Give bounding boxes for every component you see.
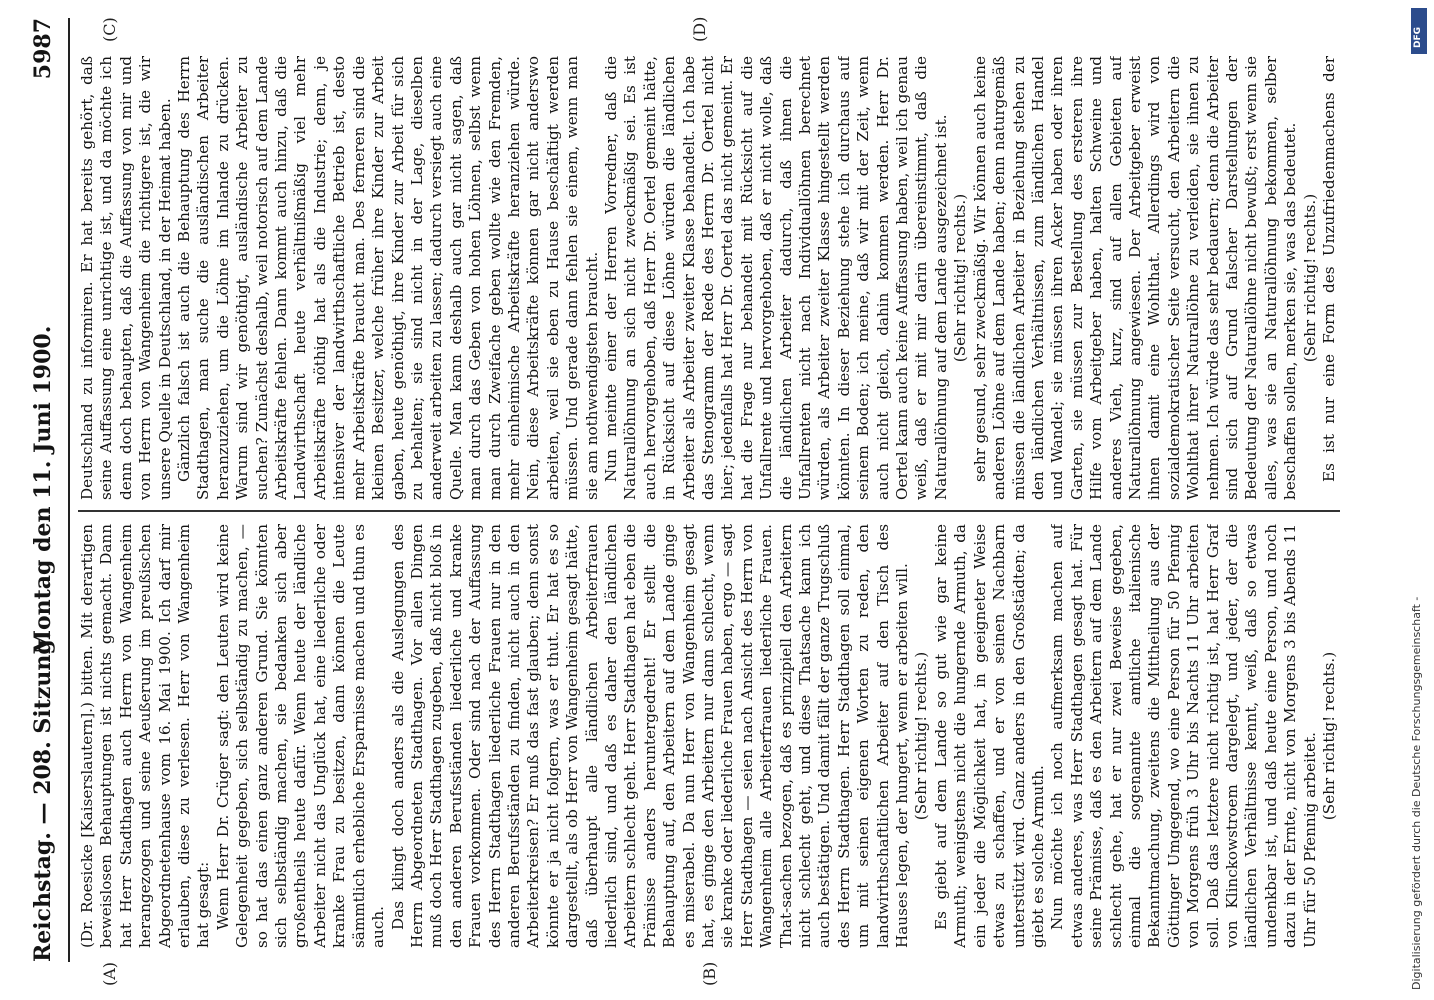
right-column [78, 56, 1340, 500]
paragraph: (Sehr richtig! rechts.) [912, 651, 931, 821]
funding-note: Digitalisierung gefördert durch die Deutsche Forschungsgemeinschaft - [1410, 596, 1423, 990]
paragraph: Es ist nur eine Form des Unzufriedenmachens der [1320, 56, 1338, 482]
digitization-sidebar [1406, 0, 1432, 1000]
paragraph: Nun meinte einer der Herren Vorredner, daß die Naturallöhnung an sich nicht zweckmäßig sei. Es ist auch hervorgehoben, daß Herr Dr. Oertel gemeint hätte, in Rücksicht auf diese Löhne würden die ländlichen Arbeiter als Arbeiter zweiter Klasse behandelt. Ich habe das Stenogramm der Rede des Herrn Dr. Oertel nicht hier; jedenfalls hat Herr Dr. Oertel das nicht gemeint. Er hat die Frage nur behandelt mit Rücksicht auf die Unfallrente und hervorgehoben, daß er nicht wolle, daß die ländlichen Arbeiter dadurch, daß ihnen die Unfallrenten nicht nach Individuallöhnen berechnet würden, als Arbeiter zweiter Klasse hingestellt werden könnten. In dieser Beziehung stehe ich durchaus auf seinem Boden; ich meine, daß wir mit der Zeit, wenn auch nicht gleich, dahin kommen werden. Herr Dr. Oertel kann auch keine Auffassung haben, weil ich genau weiß, daß er mit mir darin übereinstimmt, daß die Naturallöhnung auf dem Lande ausgezeichnet ist. [601, 56, 950, 500]
paragraph: (Sehr richtig! rechts.) [951, 193, 970, 363]
margin-marker-c: (C) [100, 17, 119, 42]
paragraph: sehr gesund, sehr zweckmäßig. Wir können auch keine anderen Löhne auf dem Lande haben; denn naturgemäß müssen die ländlichen Arbeiter in Beziehung stehen zu den ländlichen Verhältnissen, zum ländlichen Handel und Wandel; sie müssen ihren Acker haben oder ihren Garten, sie müssen zur Bestellung des ersteren ihre Hilfe vom Arbeitgeber haben, halten Schweine und anderes Vieh, kurz, sind auf allen Gebieten auf Naturallöhnung angewiesen. Der Arbeitgeber erweist ihnen damit eine Wohlthat. Allerdings wird von sozialdemokratischer Seite versucht, den Arbeitern die Wohlthat ihrer Naturallöhne zu verleiden, sie ihnen zu nehmen. Ich würde das sehr bedauern; denn die Arbeiter sind sich auf Grund falscher Darstellungen der Bedeutung der Naturallöhne nicht bewußt; erst wenn sie alles, was sie an Naturallöhnung bekommen, selber beschaffen sollen, merken sie, was das bedeutet. [970, 56, 1300, 500]
paragraph: (Dr. Roesicke [Kaiserslautern].) bitten. Mit derartigen beweislosen Behauptungen ist nichts gemacht. Dann hat Herr Stadthagen auch Herrn von Wangenheim herangezogen und seine Aeußerung im preußischen Abgeordnetenhause vom 16. Mai 1900. Ich darf mir erlauben, diese zu verlesen. Herr von Wangenheim hat gesagt: [78, 524, 213, 948]
dfg-logo: DFG [1411, 8, 1427, 54]
paragraph: Es giebt auf dem Lande so gut wie gar keine Armuth; wenigstens nicht die hungernde Armuth, da ein jeder die Möglichkeit hat, in geeigneter Weise etwas zu schaffen, und er von seinen Nachbarn unterstützt wird. Ganz anders in den Großstädten; da giebt es solche Armuth. [931, 524, 1047, 948]
header-date: Montag den 11. Juni 1900. [30, 325, 56, 655]
paragraph [1339, 524, 1340, 948]
column-divider [78, 511, 1340, 513]
paragraph: (Sehr richtig! rechts.) [1320, 651, 1338, 821]
paragraph: Gänzlich falsch ist auch die Behauptung des Herrn Stadthagen, man suche die ausländischen Arbeiter heranzuziehen, um die Löhne im Inlande zu drücken. Warum sind wir genöthigt, ausländische Arbeiter zu suchen? Zunächst deshalb, weil notorisch auf dem Lande Arbeitskräfte fehlen. Dann kommt auch hinzu, daß die Landwirthschaft heute verhältnißmäßig viel mehr Arbeitskräfte nöthig hat als die Industrie; denn, je intensiver der landwirthschaftliche Betrieb ist, desto mehr Arbeitskräfte braucht man. Des ferneren sind die kleinen Besitzer, welche früher ihre Kinder zur Arbeit gaben, heute genöthigt, ihre Kinder zur Arbeit für sich zu behalten; sie sind nicht in der Lage, dieselben anderweit arbeiten zu lassen; dadurch versiegt auch eine Quelle. Man kann deshalb auch gar nicht sagen, daß man durch das Geben von hohen Löhnen, selbst wenn man durch Zweifache geben wollte wie den Fremden, mehr einheimische Arbeitskräfte heranziehen würde. Nein, diese Arbeitskräfte können gar nicht anderswo arbeiten, weil sie eben zu Hause beschäftigt werden müssen. Und gerade dann fehlen sie einem, wenn man sie am nothwendigsten braucht. [175, 56, 601, 500]
left-column [78, 524, 1340, 948]
paragraph: Wenn Herr Dr. Crüger sagt: den Leuten wird keine Gelegenheit gegeben, sich selbständig zu machen, — so hat das einen ganz anderen Grund. Sie könnten sich selbständig machen, sie bedanken sich aber großentheils heute dafür. Wenn heute der ländliche Arbeiter nicht das Unglück hat, eine liederliche oder kranke Frau zu besitzen, dann können die Leute sämmtlich erhebliche Ersparnisse machen und thun es auch. [213, 524, 388, 948]
header-rule [68, 18, 70, 962]
page-number: 5987 [30, 18, 56, 80]
margin-marker-d: (D) [690, 16, 709, 42]
paragraph: Deutschland zu informiren. Er hat bereits gehört, daß seine Auffassung eine unrichtige ist, und da möchte ich denn doch behaupten, daß die Auffassung von mir und von Herrn von Wangenheim die richtigere ist, die wir unsere Quelle in Deutschland, in der Heimat haben. [78, 56, 174, 500]
paragraph: Das klingt doch anders als die Auslegungen des Herrn Abgeordneten Stadthagen. Vor allen Dingen muß doch Herr Stadthagen zugeben, daß nicht bloß in den anderen Berufsständen liederliche und kranke Frauen vorkommen. Oder sind nach der Auffassung des Herrn Stadthagen liederliche Frauen nur in den anderen Berufsständen zu finden, nicht auch in den Arbeiterkreisen? Er muß das fast glauben; denn sonst könnte er ja nicht folgern, was er thut. Er hat es so dargestellt, als ob Herr von Wangenheim gesagt hätte, daß überhaupt alle ländlichen Arbeiterfrauen liederlich sind, und daß es daher den ländlichen Arbeitern schlecht geht. Herr Stadthagen hat eben die Prämisse anders heruntergedreht! Er stellt die Behauptung auf, den Arbeitern auf dem Lande ginge es miserabel. Da nun Herr von Wangenheim gesagt hat, es ginge den Arbeitern nur dann schlecht, wenn sie kranke oder liederliche Frauen haben, ergo — sagt Herr Stadthagen — seien nach Ansicht des Herrn von Wangenheim alle Arbeiterfrauen liederliche Frauen. That-sachen bezogen, daß es prinzipiell den Arbeitern nicht schlecht geht, und diese Thatsache kann ich auch bestätigen. Und damit fällt der ganze Trugschluß des Herrn Stadthagen. Herr Stadthagen soll einmal, um mit seinen eigenen Worten zu reden, den landwirthschaftlichen Arbeiter auf den Tisch des Hauses legen, der hungert, wenn er arbeiten will. [388, 524, 912, 948]
margin-marker-b: (B) [700, 961, 719, 986]
paragraph: (Sehr richtig! rechts.) [1300, 193, 1319, 363]
page-header [30, 18, 64, 962]
paragraph: Nun möchte ich noch aufmerksam machen auf etwas anderes, was Herr Stadthagen gesagt hat. Für seine Prämisse, daß es den Arbeitern auf dem Lande schlecht gehe, hat er nur zwei Beweise gegeben, einmal die sogenannte amtliche italienische Bekanntmachung, zweitens die Mittheilung aus der Göttinger Umgegend, wo eine Person für 50 Pfennig von Morgens früh 3 Uhr bis Nachts 11 Uhr arbeiten soll. Daß das letztere nicht richtig ist, hat Herr Graf von Klinckowstroem dargelegt, und jeder, der die ländlichen Verhältnisse kennt, weiß, daß so etwas undenkbar ist, und daß heute eine Person, und noch dazu in der Ernte, nicht von Morgens 3 bis Abends 11 Uhr für 50 Pfennig arbeitet. [1048, 524, 1319, 948]
margin-marker-a: (A) [100, 961, 119, 986]
header-left: Reichstag. — 208. Sitzung. [30, 631, 56, 962]
